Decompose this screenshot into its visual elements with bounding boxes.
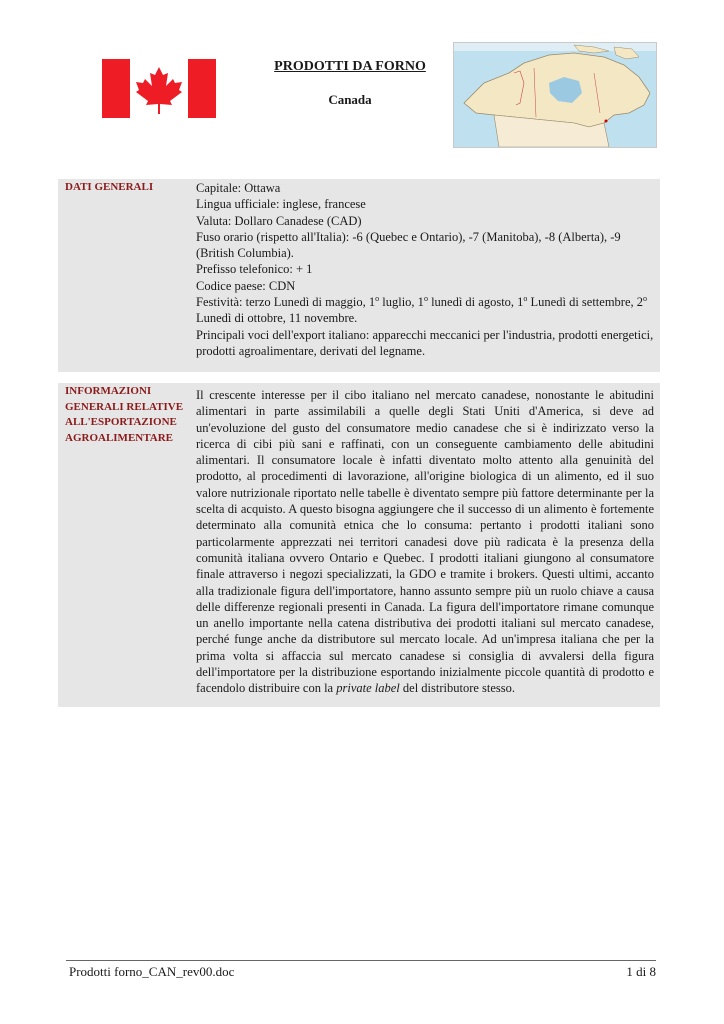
- canada-flag-icon: [102, 59, 216, 118]
- fuso-orario-text: Fuso orario (rispetto all'Italia): -6 (Quebec e Ontario), -7 (Manitoba), -8 (Alberta), -9 (British Columbia).: [196, 229, 621, 261]
- section-paragraph: Il crescente interesse per il cibo italiano nel mercato canadese, nonostante le abitudini alimentari in parte assimilabili a quelle degli Stati Uniti d'America, si deve ad un'evoluzione del gusto del consumatore medio canadese che si è indirizzato verso la ricerca di cibi più sani e raffinati, con un conseguente cambiamento delle abitudini alimentari. Il consumatore locale è infatti diventato molto attento alla genuinità del prodotto, al procedimenti di lavorazione, all'origine biologica di un alimento, ed il suo valore nutrizionale riportato nelle tabelle è diventato sempre più fattore determinante per la scelta di acquisto. A questo bisogna aggiungere che il successo di un alimento è fortemente determinato alla comunità etnica che lo consuma: pertanto i prodotti italiani sono particolarmente apprezzati nei territori canadesi dove più radicata è la presenza della comunità italiana ovvero Ontario e Quebec. I prodotti italiani giungono al consumatore finale attraverso i negozi specializzati, la GDO e tramite i brokers. Questi ultimi, accanto alla tradizionale figura dell'importatore, hanno assunto sempre più un ruolo chiave a causa delle differenze regionali presenti in Canada. La figura dell'importatore rimane comunque un anello importante nella catena distributiva dei prodotti italiani sul mercato canadese, perché funge anche da distributore sul mercato locale. Ad un'impresa italiana che per la prima volta si affaccia sul mercato canadese si consiglia di avvalersi della figura dell'importatore per la distribuzione esportando inizialmente piccole quantità di prodotto e facendolo distribuire con la private label del distributore stesso.: [196, 388, 654, 696]
- prefisso-text: Prefisso telefonico: + 1: [196, 262, 313, 277]
- country-name: Canada: [328, 92, 372, 107]
- export-text: Principali voci dell'export italiano: apparecchi meccanici per l'industria, prodotti energetici, prodotti agroalimentare, derivati del legname.: [196, 327, 654, 358]
- informazioni-section: [58, 383, 660, 707]
- footer-filename: Prodotti forno_CAN_rev00.doc: [69, 964, 235, 979]
- dati-generali-section: [58, 179, 660, 372]
- lingua-text: Lingua ufficiale: inglese, francese: [196, 197, 366, 212]
- capitale-text: Capitale: Ottawa: [196, 181, 281, 195]
- valuta-text: Valuta: Dollaro Canadese (CAD): [196, 213, 362, 228]
- festivita-text: Festività: terzo Lunedì di maggio, 1$^o$ luglio, 1$^o$ lunedì di agosto, 1$^o$ Lunedì di settembre, 2$^o$ Lunedì di ottobre, 11 novembre.: [196, 293, 648, 326]
- canada-map-icon: [453, 42, 657, 148]
- footer-divider: [66, 960, 656, 961]
- section-label: DATI GENERALI: [65, 181, 154, 193]
- codice-paese-text: Codice paese: CDN: [196, 278, 296, 293]
- section-label: INFORMAZIONI GENERALI RELATIVE ALL'ESPORTAZIONE AGROALIMENTARE: [65, 385, 184, 444]
- section-content: [196, 180, 654, 359]
- page-number: 1 di 8: [626, 964, 656, 979]
- page-title: PRODOTTI DA FORNO: [274, 59, 426, 74]
